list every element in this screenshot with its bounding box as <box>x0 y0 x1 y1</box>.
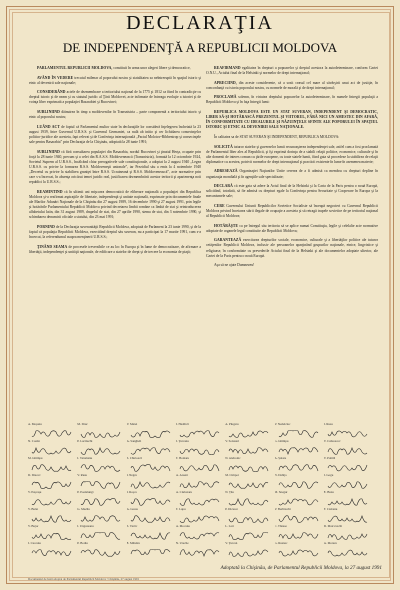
signature-scribble <box>278 429 320 439</box>
signature-entry <box>176 542 224 560</box>
paragraph-lead: ADRESEAZĂ <box>214 169 238 174</box>
signatory-name: L. Lari <box>225 525 234 528</box>
signature-entry <box>324 423 372 441</box>
signature-entry <box>176 474 224 492</box>
signatory-name: A. Mocanu <box>175 525 190 528</box>
signatory-name: P. Poalelungi <box>77 491 94 494</box>
paragraph-lead: AVÂND ÎN VEDERE <box>37 75 74 80</box>
signatory-name: V. Puşcaşu <box>28 491 42 494</box>
signatory-name: P. Dicusar <box>225 508 238 511</box>
signature-entry <box>77 525 125 543</box>
paragraph-lead: SUBLINIIND <box>37 110 60 115</box>
paragraph-text: de procesele ireversibile ce au loc în Europa şi în lume de democratizare, de afirmare a libertăţii, independenţei şi unităţii naţionale, de edificare a statelor de drept şi de trecere la economia de piaţă; <box>29 244 201 254</box>
signatory-name: A. Moraru <box>323 542 337 545</box>
signature-entry <box>225 542 273 560</box>
signature-entry <box>127 474 175 492</box>
signature-entry <box>28 491 76 509</box>
signatory-name: E. Buzu <box>323 491 334 494</box>
paragraph-text: actele de dezmembrare a teritoriului naţional de la 1775 şi 1812 ca fiind în contradicţie cu dreptul istoric şi de neam şi cu statutul juridic al Ţării Moldovei, acte infirmate de întreaga evoluţie a istoriei şi de voinţa liber exprimată a populaţiei Basarabiei şi Bucovinei; <box>29 90 201 105</box>
signature-entry <box>127 440 175 458</box>
signature-entry <box>77 542 125 560</box>
signature-entry <box>225 491 273 509</box>
signatory-name: S. Vartic <box>126 525 138 528</box>
signatory-name: D. Matcovschi <box>323 525 343 528</box>
signatory-name: A. Grosu <box>126 508 138 511</box>
paragraph-lead: SUBLINIIND <box>37 149 60 154</box>
signature-entry <box>275 542 323 560</box>
signatory-name: V. Pohilă <box>323 457 336 460</box>
left-column-paragraph <box>29 190 201 221</box>
signature-row <box>28 474 372 492</box>
signature-entry <box>275 457 323 475</box>
paragraph-lead: PROCLAMĂ <box>214 95 237 100</box>
signature-entry <box>225 474 273 492</box>
right-column-paragraph <box>206 110 378 130</box>
paragraph-lead: CERE <box>214 203 225 208</box>
paragraph-text: dăinuirea în timp a moldovenilor în Transnistria – parte componentă a teritoriului istoric şi etnic al poporului nostru; <box>29 110 201 120</box>
signatory-name: M. Druc <box>77 423 88 426</box>
paragraph-text: ca pe întregul său teritoriu să se aplice numai Constituţia, legile şi celelalte acte normative adoptate de organele legal constituite ale Republicii Moldova; <box>206 223 378 233</box>
signatory-name: V. Matei <box>126 423 138 426</box>
signatory-name: I. Ciocanu <box>28 542 41 545</box>
right-column-paragraph <box>206 81 378 91</box>
signatory-name: C. Tănase <box>274 525 287 528</box>
signature-row <box>28 542 372 560</box>
signature-entry <box>127 508 175 526</box>
right-column-paragraph <box>206 184 378 199</box>
signatory-name: I. Ţurcanu <box>175 440 189 443</box>
paragraph-text: că este gata să adere la Actul final de la Helsinki şi la Carta de la Paris pentru o nouă Europă, solicitând, totodată, să fie admisă cu drepturi egale la Conferinţa pentru Securitate şi Cooperare în Europa şi la mecanismele sale; <box>206 184 378 199</box>
signature-scribble <box>80 429 122 439</box>
signature-entry <box>324 440 372 458</box>
signatory-name: N. Ţâu <box>225 491 234 494</box>
signature-entry <box>225 457 273 475</box>
signatory-name: P. Bodiu <box>77 542 88 545</box>
right-column-paragraph <box>206 95 378 105</box>
signature-scribble <box>327 446 369 456</box>
signature-entry <box>77 440 125 458</box>
paragraph-text: Aşa să ne ajute Dumnezeu! <box>214 263 255 268</box>
signature-entry <box>127 457 175 475</box>
signature-scribble <box>179 429 221 439</box>
signatory-name: F. Ciobanu <box>323 508 338 511</box>
signature-scribble <box>179 480 221 490</box>
signature-entry <box>77 457 125 475</box>
signatory-name: V. Rusu <box>77 474 88 477</box>
signature-entry <box>275 474 323 492</box>
signature-scribble <box>130 480 172 490</box>
signatory-name: V. Solonari <box>225 440 240 443</box>
signatory-name: N. Andronic <box>225 457 241 460</box>
paragraph-lead: REAFIRMÂND <box>214 66 241 70</box>
signature-scribble <box>228 446 270 456</box>
signature-scribble <box>130 429 172 439</box>
signature-scribble <box>80 480 122 490</box>
signatory-name: A. Moşanu <box>28 423 42 426</box>
signature-scribble <box>130 514 172 524</box>
signatures-area <box>28 423 372 560</box>
signature-entry <box>275 440 323 458</box>
signature-entry <box>176 508 224 526</box>
paragraph-text: că fără consultarea populaţiei din Basarabia, nordul Bucovinei şi ţinutul Herţa, ocupate prin forţă la 28 iunie 1940, precum şi a celei din R.A.S.S. Moldovenească (Transnistria), formată la 12 octombrie 1924, Sovietul Suprem al U.R.S.S., încălcând chiar prerogativele sale constituţionale, a adoptat la 2 august 1940 „Legea U.R.S.S. cu privire la formarea R.S.S. Moldoveneşti unionale”, iar Prezidiul său a emis la 4 noiembrie 1940 „Decretul cu privire la stabilirea graniţei între R.S.S. Ucraineană şi R.S.S. Moldovenească”, acte normative prin care s-a încercat, în absenţa oricărui temei juridic real, justificarea dezmembrării acestor teritorii şi apartenenţa noii republici la U.R.S.S.; <box>29 149 201 185</box>
signature-scribble <box>228 548 270 558</box>
signature-entry <box>28 525 76 543</box>
signature-row <box>28 491 372 509</box>
signatory-name: N. Ureche <box>175 542 189 545</box>
paragraph-text: Guvernului Uniunii Republicilor Sovietice Socialiste să înceapă negocieri cu Guvernul Republicii Moldova privind încetarea stării ilegale de ocupaţie a acesteia şi să retragă trupele sovietice de pe teritoriul naţional al Republicii Moldova; <box>206 203 378 219</box>
paragraph-lead: GARANTEAZĂ <box>214 238 242 243</box>
signature-scribble <box>130 531 172 541</box>
signature-scribble <box>327 463 369 473</box>
signature-scribble <box>130 446 172 456</box>
signatory-name: M. Snegur <box>274 491 288 494</box>
signatory-name: V. Bulat <box>28 508 39 511</box>
signature-entry <box>275 491 323 509</box>
signature-scribble <box>80 497 122 507</box>
signatory-name: N. Costin <box>28 440 40 443</box>
signatory-name: A. Şalaru <box>274 457 287 460</box>
signature-scribble <box>278 514 320 524</box>
signatory-name: G. Ghimpu <box>274 440 289 443</box>
signatory-name: M. Cimpoi <box>225 474 239 477</box>
signatory-name: M. Ghimpu <box>28 457 43 460</box>
signature-scribble <box>228 463 270 473</box>
signature-scribble <box>179 463 221 473</box>
signature-scribble <box>179 548 221 558</box>
signature-entry <box>275 423 323 441</box>
paragraph-lead: HOTĂRĂŞTE <box>214 223 239 228</box>
paragraph-text: că în ultimii ani mişcarea democratică de eliberare naţională a populaţiei din Republica Moldova şi-a reafirmat aspiraţiile de libertate, independenţă şi unitate naţională, exprimate prin documentele finale ale Marilor Adunări Naţionale de la Chişinău din 27 august 1989, 16 decembrie 1990 şi 27 august 1991, prin legile şi hotărârile Parlamentului Republicii Moldova privind decretarea limbii române ca limbă de stat şi reintroducerea alfabetului latin, din 31 august 1989, drapelul de stat, din 27 aprilie 1990, stema de stat, din 3 noiembrie 1990, şi schimbarea denumirii oficiale a statului, din 23 mai 1991; <box>29 189 201 220</box>
signature-scribble <box>130 548 172 558</box>
left-column-paragraph <box>29 225 201 240</box>
signatory-name: G. Rusnac <box>274 542 288 545</box>
signature-entry <box>225 508 273 526</box>
signatory-name: I. Negru <box>126 474 137 477</box>
signature-entry <box>324 542 372 560</box>
right-column-paragraph <box>206 204 378 219</box>
signature-scribble <box>31 514 73 524</box>
signature-entry <box>176 423 224 441</box>
signature-row <box>28 440 372 458</box>
left-column-paragraph <box>29 76 201 86</box>
signature-scribble <box>80 531 122 541</box>
left-column-paragraph <box>29 110 201 120</box>
signature-entry <box>28 542 76 560</box>
signature-scribble <box>278 531 320 541</box>
signature-entry <box>176 440 224 458</box>
signature-scribble <box>278 548 320 558</box>
signature-scribble <box>327 429 369 439</box>
signature-scribble <box>31 497 73 507</box>
page-subtitle: DE INDEPENDENŢĂ A REPUBLICII MOLDOVA <box>62 40 338 55</box>
signature-scribble <box>228 480 270 490</box>
signatory-name: E. Mândru <box>126 542 140 545</box>
paragraph-lead: ŢINÂND SEAMA <box>37 244 68 249</box>
signatory-name: V. Nedelciuc <box>274 423 291 426</box>
signature-row <box>28 423 372 441</box>
signatory-name: V. Cubreacov <box>323 440 341 443</box>
signatory-name: I. Roşca <box>126 491 137 494</box>
paragraph-text: În calitatea sa de STAT SUVERAN ŞI INDEPENDENT, REPUBLICA MOLDOVA: <box>214 134 340 139</box>
right-text-column <box>206 66 378 416</box>
signature-entry <box>176 457 224 475</box>
signature-entry <box>28 457 76 475</box>
signature-entry <box>324 474 372 492</box>
paragraph-lead: PORNIND <box>37 224 55 229</box>
signatory-name: P. Lucinschi <box>77 440 93 443</box>
signature-entry <box>28 508 76 526</box>
paragraph-lead: LUÂND ACT <box>37 124 60 129</box>
signature-entry <box>127 525 175 543</box>
paragraph-lead: REPUBLICA MOLDOVA ESTE UN STAT SUVERAN, INDEPENDENT ŞI DEMOCRATIC, LIBER SĂ-ŞI HOTĂRASCĂ PREZENTUL ŞI VIITORUL, FĂRĂ NICI UN AMESTEC DIN AFARĂ, ÎN CONFORMITATE CU IDEALURILE ŞI NĂZUINŢELE SFINTE ALE POPORULUI ÎN SPAŢIUL ISTORIC ŞI ETNIC AL DEVENIRII SALE NAŢIONALE. <box>206 110 378 130</box>
right-column-paragraph <box>206 169 378 179</box>
left-column-paragraph <box>29 66 201 71</box>
paragraph-text: Organizaţiei Naţiunilor Unite cererea de a fi admisă ca membru cu drepturi depline în organizaţia mondială şi în agenţiile sale specializate; <box>206 169 378 179</box>
signatory-name: V. Bujor <box>28 525 39 528</box>
signatory-name: N. Dabija <box>274 474 287 477</box>
signature-entry <box>77 474 125 492</box>
signature-scribble <box>327 548 369 558</box>
signatory-name: I. Ungureanu <box>77 525 94 528</box>
signature-entry <box>225 423 273 441</box>
signatory-name: T. Botnaru <box>175 457 190 460</box>
signature-scribble <box>179 514 221 524</box>
adoption-note: Adoptată la Chişinău, de Parlamentul Republicii Moldova, la 27 august 1991 <box>220 565 382 571</box>
signature-scribble <box>179 531 221 541</box>
left-column-paragraph <box>29 150 201 186</box>
signature-scribble <box>278 463 320 473</box>
signature-scribble <box>130 463 172 473</box>
signatory-name: T. Lupu <box>175 508 186 511</box>
signatory-name: S. Chirtoacă <box>126 457 142 460</box>
paragraph-text: trecutul milenar al poporului nostru şi statalitatea sa neîntreruptă în spaţiul istoric şi etnic al devenirii sale naţionale; <box>29 75 201 85</box>
signature-scribble <box>80 463 122 473</box>
signatory-name: I. Vatamanu <box>77 457 93 460</box>
signatory-name: A. Sangheli <box>126 440 142 443</box>
signature-scribble <box>228 514 270 524</box>
signature-entry <box>324 491 372 509</box>
signature-entry <box>28 474 76 492</box>
signature-entry <box>324 457 372 475</box>
paragraph-text: exercitarea drepturilor sociale, economice, culturale şi a libertăţilor politice ale tuturor cetăţenilor Republicii Moldova, inclusiv ale persoanelor aparţinând grupurilor naţionale, etnice, lingvistice şi religioase, în conformitate cu prevederile Actului final de la Helsinki şi ale documentelor adoptate ulterior, ale Cartei de la Paris pentru o nouă Europă. <box>206 238 378 258</box>
left-column-paragraph <box>29 90 201 105</box>
paragraph-text: solemn, în virtutea dreptului popoarelor la autodeterminare, în numele întregii populaţii a Republicii Moldova şi în faţa întregii lumi: <box>206 95 378 105</box>
left-column-paragraph <box>29 125 201 145</box>
signatory-name: V. Berlinschi <box>274 508 291 511</box>
signatory-name: I. Gogu <box>323 474 334 477</box>
right-column-paragraph <box>206 238 378 258</box>
signature-entry <box>275 508 323 526</box>
signature-entry <box>127 491 175 509</box>
signature-entry <box>77 508 125 526</box>
signature-scribble <box>179 446 221 456</box>
signature-entry <box>127 423 175 441</box>
signature-entry <box>127 542 175 560</box>
signature-scribble <box>228 497 270 507</box>
left-text-column <box>29 66 201 416</box>
signature-scribble <box>80 548 122 558</box>
signature-scribble <box>278 446 320 456</box>
signatory-name: A. Plugaru <box>225 423 239 426</box>
right-column-paragraph <box>206 66 378 76</box>
signatory-name: I. Hadârcă <box>175 423 189 426</box>
signature-entry <box>225 440 273 458</box>
right-column-paragraph <box>206 135 378 140</box>
footer-note: Documentul de bază adoptat de Parlamentul Republicii Moldova • Chişinău, 27 august 1991 <box>28 577 139 581</box>
signatory-name: I. Rusu <box>323 423 333 426</box>
right-column-paragraph <box>206 145 378 165</box>
signatory-name: V. Ţurcan <box>225 542 238 545</box>
signature-row <box>28 525 372 543</box>
signature-entry <box>225 525 273 543</box>
signature-scribble <box>31 429 73 439</box>
signature-scribble <box>228 531 270 541</box>
signature-row <box>28 508 372 526</box>
paragraph-text: din aceste considerente, că a sosit ceasul cel mare al săvârşirii unui act de justiţie, în concordanţă cu istoria poporului nostru, cu normele de morală şi de drept internaţional; <box>206 80 378 90</box>
signature-scribble <box>278 480 320 490</box>
signature-entry <box>324 508 372 526</box>
page-title: DECLARAŢIA <box>126 12 274 34</box>
signature-entry <box>77 423 125 441</box>
signature-scribble <box>80 514 122 524</box>
signature-scribble <box>31 446 73 456</box>
right-column-paragraph <box>206 224 378 234</box>
signature-scribble <box>80 446 122 456</box>
paragraph-text: de la Declaraţia suveranităţii Republicii Moldova, adoptată de Parlament la 23 iunie 1990, şi de la faptul că populaţia Republicii Moldova, exercitând dreptul său suveran, nu a participat la 17 martie 1991, cum s-a încercat, la referendumul asupra menţinerii U.R.S.S.; <box>29 224 201 240</box>
signature-scribble <box>327 497 369 507</box>
paragraph-text: tuturor statelor şi guvernelor lumii recunoaşterea independenţei sale, astfel cum a fost proclamată de Parlamentul liber ales al Republicii, şi îşi exprimă dorinţa de a stabili relaţii politice, economice, culturale şi în alte domenii de interes comun cu ţările europene, cu toate statele lumii, fiind gata să procedeze la stabilirea de relaţii diplomatice cu acestea, potrivit normelor de drept internaţional şi practicii existente în lume în asemenea materie; <box>206 144 378 164</box>
paragraph-lead: APRECIIND, <box>214 80 237 85</box>
signature-scribble <box>179 497 221 507</box>
signature-entry <box>77 491 125 509</box>
signature-scribble <box>31 531 73 541</box>
paragraph-lead: SOLICITĂ <box>214 144 233 149</box>
signature-scribble <box>31 548 73 558</box>
paragraph-lead: CONSIDERÂND <box>37 90 66 95</box>
signature-scribble <box>278 497 320 507</box>
signature-row <box>28 457 372 475</box>
left-column-paragraph <box>29 245 201 255</box>
paragraph-lead: PARLAMENTUL REPUBLICII MOLDOVA, <box>37 66 113 70</box>
right-column-paragraph <box>206 263 378 268</box>
signature-scribble <box>130 497 172 507</box>
signature-entry <box>176 525 224 543</box>
signatory-name: D. Diacov <box>28 474 41 477</box>
signature-entry <box>275 525 323 543</box>
signature-scribble <box>228 429 270 439</box>
signature-entry <box>176 491 224 509</box>
paragraph-text: de faptul că Parlamentul multor state în declaraţiile lor consideră înţelegerea încheiată la 23 august 1939, între Guvernul U.R.S.S. şi Guvernul Germaniei, ca nulă ab initio şi cer lichidarea consecinţelor politico-juridice ale acesteia, fapt relevat şi de Conferinţa internaţională „Pactul Molotov-Ribbentrop şi consecinţele sale pentru Basarabia” prin Declaraţia de la Chişinău, adoptată la 28 iunie 1991; <box>29 124 201 145</box>
signature-entry <box>324 525 372 543</box>
signature-scribble <box>327 514 369 524</box>
signature-entry <box>28 423 76 441</box>
paragraph-text: constituit în urma unor alegeri libere şi democratice, <box>112 66 191 70</box>
signature-entry <box>28 440 76 458</box>
signature-scribble <box>327 480 369 490</box>
signature-scribble <box>31 480 73 490</box>
signatory-name: G. Mazilu <box>77 508 90 511</box>
signatory-name: A. Ciubotaru <box>175 491 193 494</box>
signature-scribble <box>327 531 369 541</box>
paragraph-lead: REAMINTIND <box>37 189 63 194</box>
signature-scribble <box>31 463 73 473</box>
signatory-name: A. Arseni <box>175 474 188 477</box>
paragraph-lead: DECLARĂ <box>214 184 233 189</box>
paragraph-text: egalitatea în drepturi a popoarelor şi dreptul acestora la autodeterminare, conform Cartei O.N.U., Actului final de la Helsinki şi normelor de drept internaţional; <box>206 66 378 76</box>
